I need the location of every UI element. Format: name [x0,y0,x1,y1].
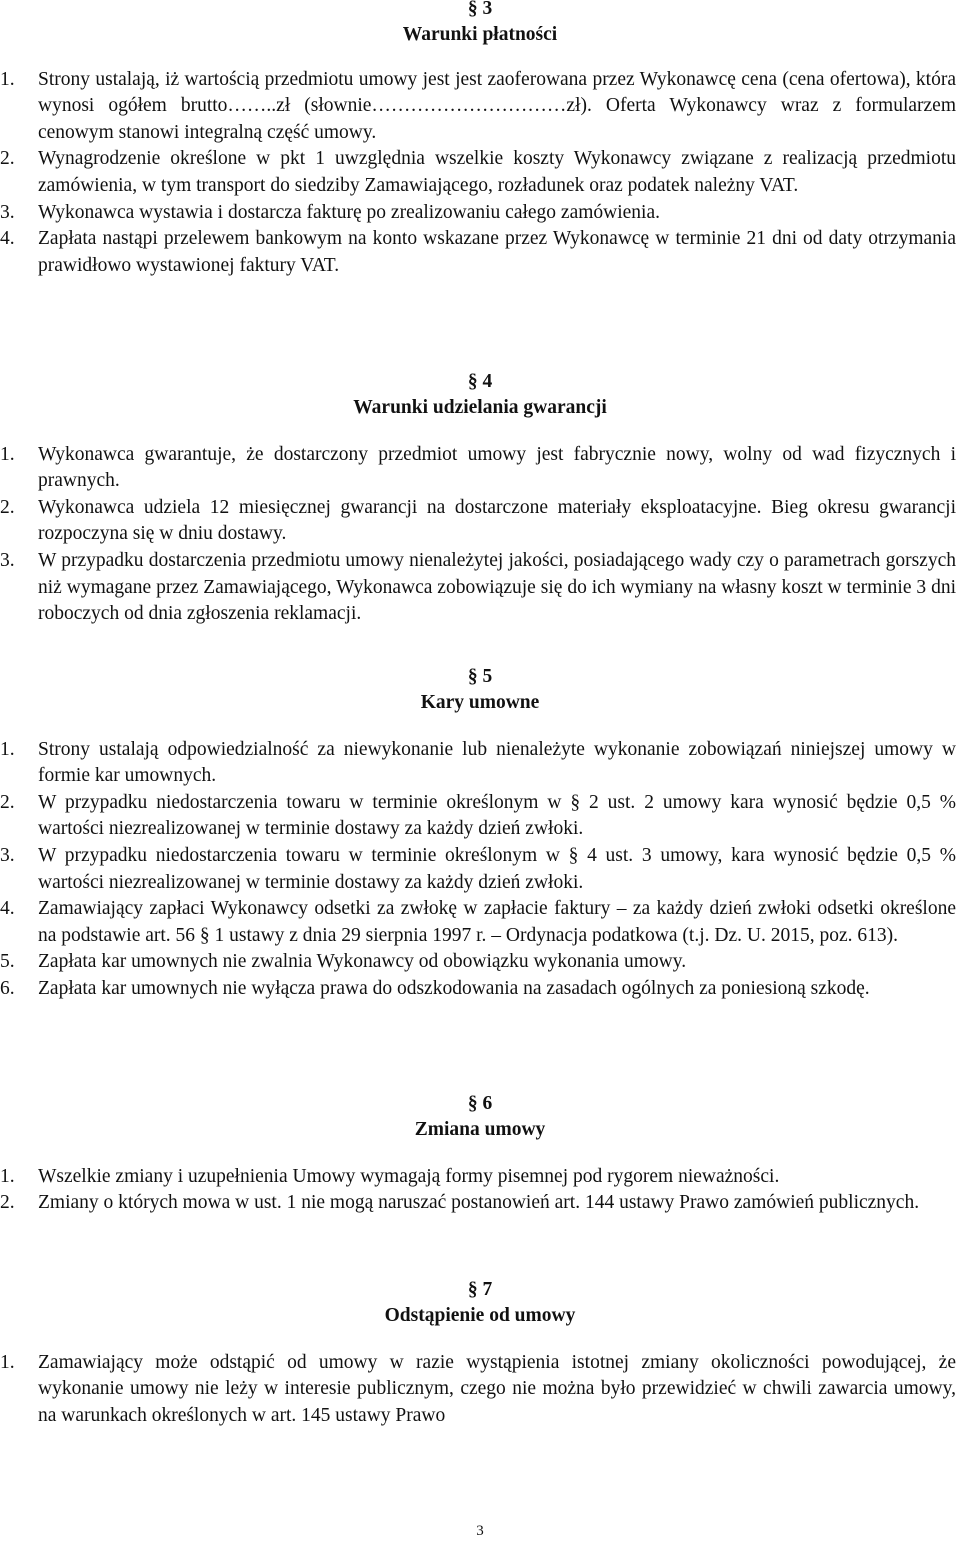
item-text: Zamawiający zapłaci Wykonawcy odsetki za zwłokę w zapłacie faktury – za każdy dzień zwłoki odsetki określone na podstawie art. 56 § 1 ustawy z dnia 29 sierpnia 1997 r. – Ordynacja podatkowa (t.j. Dz. U. 2015, poz. 613). [38,898,956,946]
section-heading [0,1277,960,1330]
item-text: Wykonawca gwarantuje, że dostarczony przedmiot umowy jest fabrycznie nowy, wolny od wad fizycznych i prawnych. [38,443,956,492]
list-item [0,843,960,896]
item-number: 1. [0,443,15,465]
section-heading [0,1091,960,1144]
item-number: 6. [0,977,15,999]
item-number: 1. [0,1351,15,1373]
section-5 [0,664,960,1003]
list-item [0,737,960,790]
section-list [0,442,960,628]
section-symbol: § 4 [467,371,493,392]
item-text: Wynagrodzenie określone w pkt 1 uwzględnia wszelkie koszty Wykonawcy związane z realizacją przedmiotu zamówienia, w tym transport do siedziby Zamawiającego, rozładunek oraz podatek należny VAT. [38,148,956,196]
item-number: 4. [0,898,15,920]
item-number: 1. [0,738,15,760]
item-text: W przypadku niedostarczenia towaru w terminie określonym w § 2 ust. 2 umowy kara wynosić będzie 0,5 % wartości niezrealizowanej w terminie dostawy za każdy dzień zwłoki. [38,791,956,840]
list-item [0,1350,960,1430]
section-list [0,67,960,280]
list-item [0,146,960,199]
list-item [0,790,960,843]
section-title: Odstąpienie od umowy [384,1305,576,1326]
item-number: 2. [0,791,15,813]
item-number: 1. [0,68,15,90]
section-list [0,1164,960,1217]
section-heading [0,664,960,717]
section-heading [0,369,960,422]
section-title: Warunki udzielania gwarancji [353,397,607,418]
list-item [0,67,960,147]
item-text: W przypadku niedostarczenia towaru w terminie określonym w § 4 ust. 3 umowy, kara wynosić będzie 0,5 % wartości niezrealizowanej w terminie dostawy za każdy dzień zwłoki. [38,844,956,893]
item-number: 5. [0,951,15,973]
section-4 [0,369,960,628]
item-text: Wszelkie zmiany i uzupełnienia Umowy wymagają formy pisemnej pod rygorem nieważności. [38,1165,780,1187]
section-3 [0,0,960,279]
section-symbol: § 5 [467,666,493,687]
section-symbol: § 7 [467,1279,493,1300]
list-item [0,495,960,548]
section-symbol: § 3 [467,0,493,19]
item-text: Zapłata nastąpi przelewem bankowym na konto wskazane przez Wykonawcę w terminie 21 dni od daty otrzymania prawidłowo wystawionej faktury VAT. [38,228,956,276]
section-list [0,737,960,1003]
list-item [0,548,960,628]
item-text: W przypadku dostarczenia przedmiotu umowy nienależytej jakości, posiadającego wady czy o parametrach gorszych niż wymagane przez Zamawiającego, Wykonawca zobowiązuje się do ich wymiany na własny koszt w terminie 3 dni roboczych od dnia zgłoszenia reklamacji. [38,549,956,625]
section-title: Warunki płatności [402,24,558,45]
section-title: Kary umowne [420,692,540,713]
list-item [0,226,960,279]
item-number: 3. [0,549,15,571]
item-number: 2. [0,148,15,170]
item-text: Wykonawca wystawia i dostarcza fakturę po zrealizowaniu całego zamówienia. [38,201,661,223]
item-number: 2. [0,496,15,518]
item-number: 4. [0,228,15,250]
page-number: 3 [476,1523,484,1539]
item-text: Wykonawca udziela 12 miesięcznej gwarancji na dostarczone materiały eksploatacyjne. Bieg okresu gwarancji rozpoczyna się w dniu dostawy. [38,496,956,545]
list-item [0,896,960,949]
item-text: Zapłata kar umownych nie wyłącza prawa do odszkodowania na zasadach ogólnych za poniesioną szkodę. [38,977,870,999]
list-item [0,976,960,1003]
section-7 [0,1277,960,1429]
section-6 [0,1091,960,1217]
item-number: 1. [0,1165,15,1187]
section-heading [0,0,960,49]
item-text: Strony ustalają, iż wartością przedmiotu umowy jest jest zaoferowana przez Wykonawcę cena (cena ofertowa), która wynosi ogółem brutto……..zł (słownie…………………………zł). Oferta Wykonawcy wraz z formularzem cenowym stanowi integralną część umowy. [38,68,956,143]
list-item [0,442,960,495]
item-text: Strony ustalają odpowiedzialność za niewykonanie lub nienależyte wykonanie zobowiązań niniejszej umowy w formie kar umownych. [38,738,956,787]
item-number: 3. [0,844,15,866]
item-text: Zamawiający może odstąpić od umowy w razie wystąpienia istotnej zmiany okoliczności powodującej, że wykonanie umowy nie leży w interesie publicznym, czego nie można było przewidzieć w chwili zawarcia umowy, na warunkach określonych w art. 145 ustawy Prawo [38,1351,956,1426]
list-item [0,949,960,976]
section-symbol: § 6 [467,1093,493,1114]
item-number: 2. [0,1192,15,1214]
list-item [0,200,960,227]
item-text: Zapłata kar umownych nie zwalnia Wykonawcy od obowiązku wykonania umowy. [38,951,687,973]
section-list [0,1350,960,1430]
item-number: 3. [0,201,15,223]
list-item [0,1164,960,1191]
item-text: Zmiany o których mowa w ust. 1 nie mogą naruszać postanowień art. 144 ustawy Prawo zamówień publicznych. [38,1192,920,1214]
section-title: Zmiana umowy [414,1119,546,1140]
list-item [0,1190,960,1217]
